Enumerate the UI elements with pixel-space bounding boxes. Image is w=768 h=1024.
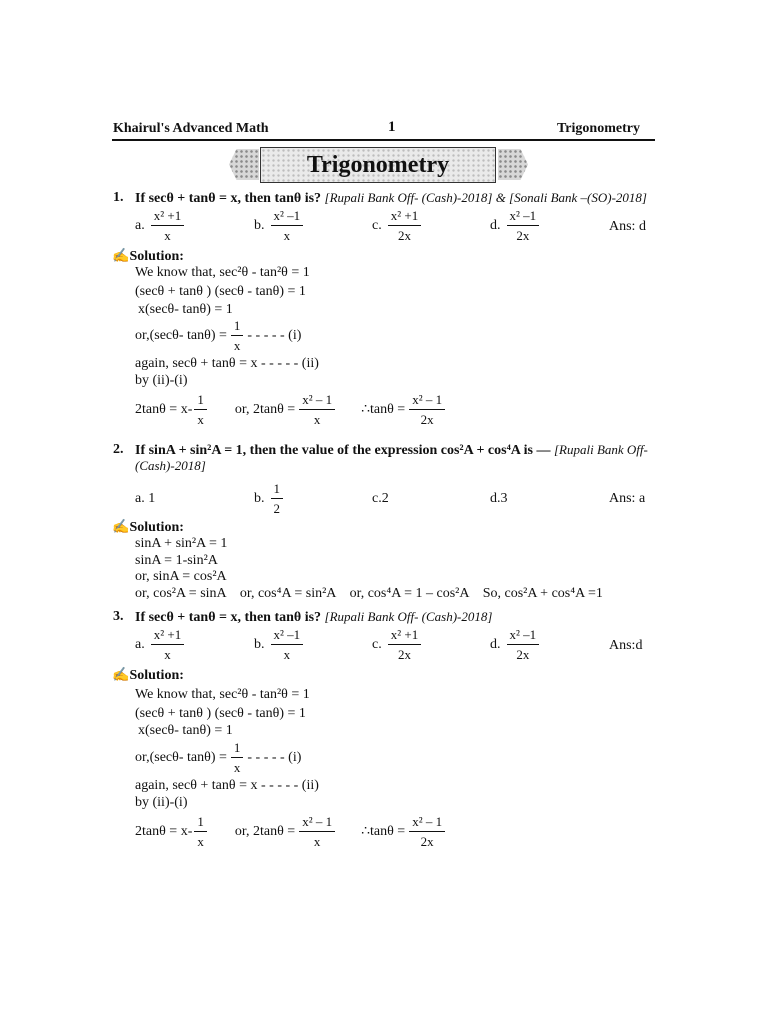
- q3-sol-line-3: x(secθ- tanθ) = 1: [138, 723, 233, 738]
- q3-option-a: [135, 628, 186, 661]
- fraction: [388, 628, 421, 661]
- pen-icon: ✍: [112, 520, 130, 535]
- q1-option-c: [372, 209, 423, 242]
- denominator: 2x: [516, 228, 530, 243]
- denominator: x: [164, 228, 171, 243]
- denominator: x: [164, 647, 171, 662]
- q3-source: [Rupali Bank Off- (Cash)-2018]: [324, 609, 493, 624]
- fraction: [231, 319, 244, 352]
- text: or,(secθ- tanθ) =: [135, 749, 227, 765]
- numerator: x² +1: [151, 209, 184, 226]
- q1-option-a: [135, 209, 186, 242]
- denominator: x: [233, 760, 241, 775]
- q1-question: If secθ + tanθ = x, then tanθ is?: [135, 191, 322, 206]
- denominator: 2x: [397, 228, 411, 243]
- denominator: x: [313, 834, 321, 849]
- numerator: x² +1: [388, 628, 421, 645]
- denominator: x: [197, 834, 204, 849]
- numerator: x² – 1: [299, 393, 335, 410]
- numerator: x² – 1: [299, 815, 335, 832]
- option-letter: c.: [372, 217, 382, 233]
- header-book-title: Khairul's Advanced Math: [113, 121, 269, 136]
- fraction: [271, 482, 284, 515]
- option-letter: b.: [254, 490, 265, 506]
- numerator: x² – 1: [409, 393, 445, 410]
- fraction: [299, 815, 335, 848]
- numerator: x² +1: [151, 628, 184, 645]
- numerator: x² –1: [507, 628, 540, 645]
- q2-sol-line-1: sinA + sin²A = 1: [135, 536, 228, 551]
- fraction: [271, 209, 304, 242]
- q1-number: 1.: [113, 190, 124, 205]
- denominator: 2x: [420, 834, 434, 849]
- q2-source-2: (Cash)-2018]: [135, 458, 206, 473]
- solution-label: Solution:: [129, 668, 184, 683]
- q2-solution-heading: [112, 519, 184, 536]
- option-letter: b.: [254, 636, 265, 652]
- denominator: x: [313, 412, 321, 427]
- q1-sol-line-4: [135, 319, 301, 352]
- fraction: [409, 393, 445, 426]
- fraction: [194, 393, 207, 426]
- numerator: x² –1: [271, 628, 304, 645]
- fraction: [231, 741, 244, 774]
- numerator: 1: [231, 741, 244, 758]
- q1-option-b: [254, 209, 305, 242]
- header-page-number: 1: [388, 119, 396, 135]
- numerator: 1: [271, 482, 284, 499]
- q1-sol-line-1: We know that, sec²θ - tan²θ = 1: [135, 265, 310, 280]
- title-ornament-left: [229, 149, 259, 180]
- pen-icon: ✍: [112, 668, 130, 683]
- fraction: [151, 628, 184, 661]
- numerator: x² – 1: [409, 815, 445, 832]
- q3-sol-line-7: [135, 815, 447, 848]
- denominator: x: [283, 647, 291, 662]
- option-letter: d.: [490, 217, 501, 233]
- q3-option-b: [254, 628, 305, 661]
- numerator: 1: [231, 319, 244, 336]
- q2-answer: Ans: a: [609, 491, 646, 506]
- numerator: 1: [194, 815, 207, 832]
- q1-sol-line-2: (secθ + tanθ ) (secθ - tanθ) = 1: [135, 284, 306, 299]
- q3-solution-heading: [112, 667, 184, 684]
- option-letter: a.: [135, 636, 145, 652]
- fraction: [507, 209, 540, 242]
- q2-option-b: [254, 482, 285, 515]
- pen-icon: ✍: [112, 249, 130, 264]
- q3-sol-line-1: We know that, sec²θ - tan²θ = 1: [135, 687, 310, 702]
- denominator: 2: [273, 501, 280, 516]
- fraction: [271, 628, 304, 661]
- denominator: 2x: [420, 412, 434, 427]
- text: or, 2tanθ =: [234, 401, 296, 417]
- q1-sol-line-7: [135, 393, 447, 426]
- q2-text-line: [135, 442, 648, 459]
- page-title: Trigonometry: [306, 151, 450, 178]
- denominator: x: [283, 228, 291, 243]
- option-letter: b.: [254, 217, 265, 233]
- option-letter: d.: [490, 636, 501, 652]
- q2-source-1: [Rupali Bank Off-: [553, 442, 648, 457]
- q1-sol-line-6: by (ii)-(i): [135, 373, 188, 388]
- q3-option-d: [490, 628, 541, 661]
- q3-number: 3.: [113, 609, 124, 624]
- text: - - - - - (i): [247, 749, 302, 765]
- q3-sol-line-4: [135, 741, 301, 774]
- text: ∴tanθ =: [361, 402, 406, 417]
- option-letter: c.: [372, 636, 382, 652]
- numerator: x² –1: [507, 209, 540, 226]
- q3-text-line: [135, 609, 492, 626]
- text: 2tanθ = x-: [135, 401, 193, 417]
- q2-number: 2.: [113, 442, 124, 457]
- solution-label: Solution:: [129, 520, 184, 535]
- fraction: [194, 815, 207, 848]
- q1-text-line: [135, 190, 647, 207]
- q2-option-c: c.2: [372, 491, 389, 506]
- q1-sol-line-5: again, secθ + tanθ = x - - - - - (ii): [135, 356, 319, 371]
- q3-sol-line-5: again, secθ + tanθ = x - - - - - (ii): [135, 778, 319, 793]
- solution-label: Solution:: [129, 249, 184, 264]
- title-banner: [260, 147, 496, 183]
- fraction: [388, 209, 421, 242]
- title-ornament-right: [498, 149, 528, 180]
- header-chapter: Trigonometry: [557, 121, 640, 136]
- q1-answer: Ans: d: [609, 219, 646, 234]
- q2-option-d: d.3: [490, 491, 508, 506]
- q2-question: If sinA + sin²A = 1, then the value of the expression cos²A + cos⁴A is —: [135, 443, 551, 458]
- text: or, 2tanθ =: [234, 823, 296, 839]
- text: or,(secθ- tanθ) =: [135, 327, 227, 343]
- denominator: 2x: [516, 647, 530, 662]
- q3-sol-line-6: by (ii)-(i): [135, 795, 188, 810]
- q3-answer: Ans:d: [609, 638, 643, 653]
- fraction: [299, 393, 335, 426]
- denominator: x: [197, 412, 204, 427]
- q1-option-d: [490, 209, 541, 242]
- text: ∴tanθ =: [361, 824, 406, 839]
- q2-sol-line-3: or, sinA = cos²A: [135, 569, 227, 584]
- numerator: x² +1: [388, 209, 421, 226]
- q3-sol-line-2: (secθ + tanθ ) (secθ - tanθ) = 1: [135, 706, 306, 721]
- text: - - - - - (i): [247, 327, 302, 343]
- q2-sol-line-4: or, cos²A = sinA or, cos⁴A = sin²A or, cos⁴A = 1 – cos²A So, cos²A + cos⁴A =1: [135, 586, 603, 601]
- q2-option-a: a. 1: [135, 491, 156, 506]
- q1-solution-heading: [112, 248, 184, 265]
- q1-source: [Rupali Bank Off- (Cash)-2018] & [Sonali Bank –(SO)-2018]: [324, 190, 647, 205]
- q1-sol-line-3: x(secθ- tanθ) = 1: [138, 302, 233, 317]
- header-rule: [112, 139, 655, 141]
- q2-sol-line-2: sinA = 1-sin²A: [135, 553, 218, 568]
- q3-option-c: [372, 628, 423, 661]
- numerator: 1: [194, 393, 207, 410]
- denominator: x: [233, 338, 241, 353]
- fraction: [151, 209, 184, 242]
- fraction: [409, 815, 445, 848]
- option-letter: a.: [135, 217, 145, 233]
- fraction: [507, 628, 540, 661]
- denominator: 2x: [397, 647, 411, 662]
- numerator: x² –1: [271, 209, 304, 226]
- q3-question: If secθ + tanθ = x, then tanθ is?: [135, 610, 322, 625]
- text: 2tanθ = x-: [135, 823, 193, 839]
